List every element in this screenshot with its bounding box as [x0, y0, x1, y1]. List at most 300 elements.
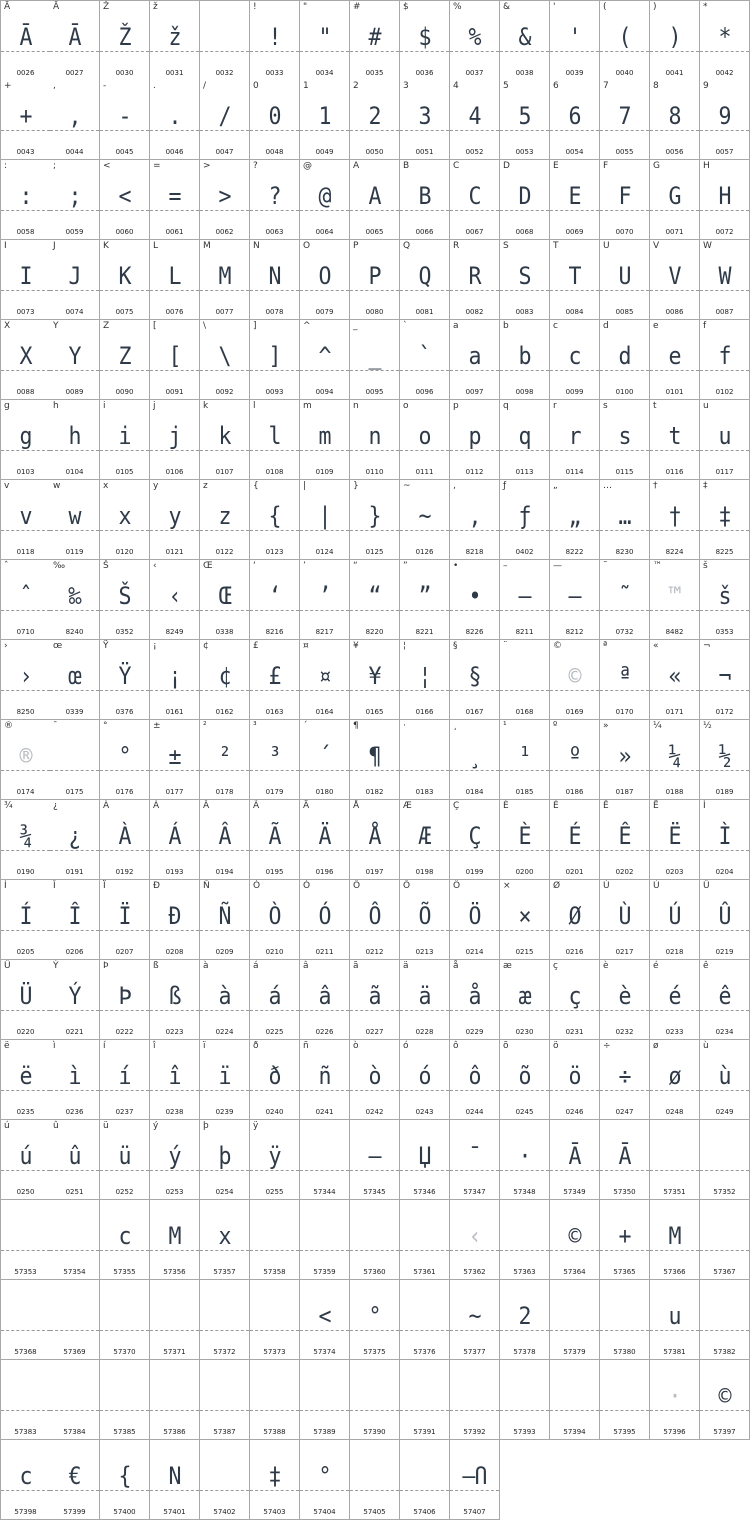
char-label: ¼ — [653, 721, 662, 731]
glyph-sample: : — [19, 182, 32, 210]
glyph-cell — [50, 960, 100, 1040]
char-label: ® — [4, 721, 13, 731]
glyph-sample: è — [618, 982, 631, 1010]
code-label: 0121 — [165, 548, 184, 556]
glyph-sample: ` — [418, 342, 431, 370]
glyph-sample — [252, 1296, 296, 1336]
glyph-cell — [700, 1200, 750, 1280]
glyph-cell — [100, 480, 150, 560]
glyph-sample: J — [68, 262, 81, 290]
code-label: 0117 — [715, 468, 734, 476]
glyph-sample: c — [118, 1222, 131, 1250]
glyph-sample: ‘ — [268, 582, 281, 610]
code-label: 0123 — [265, 548, 284, 556]
glyph-cell — [500, 1040, 550, 1120]
code-label: 57377 — [463, 1348, 486, 1356]
glyph-cell — [150, 1280, 200, 1360]
glyph-cell — [300, 1120, 350, 1200]
glyph-cell — [0, 1200, 51, 1280]
code-label: 0211 — [315, 948, 334, 956]
glyph-cell — [400, 1360, 450, 1440]
glyph-sample: ~ — [468, 1302, 481, 1330]
glyph-sample — [602, 1296, 646, 1336]
glyph-sample: ƒ — [518, 502, 531, 530]
glyph-sample: ç — [568, 982, 581, 1010]
char-label: N — [253, 241, 260, 251]
code-label: 0074 — [65, 308, 84, 316]
code-label: 0178 — [215, 788, 234, 796]
glyph-cell — [150, 1360, 200, 1440]
glyph-sample: © — [568, 662, 581, 690]
glyph-cell — [500, 1200, 550, 1280]
code-label: 0027 — [65, 69, 84, 77]
glyph-sample: x — [118, 502, 131, 530]
glyph-sample: $ — [418, 23, 431, 51]
char-label: ì — [53, 1041, 56, 1051]
glyph-sample: I — [19, 262, 32, 290]
glyph-sample: [ — [168, 342, 181, 370]
glyph-sample: C — [468, 182, 481, 210]
glyph-sample: Ú — [668, 902, 681, 930]
glyph-cell — [650, 560, 700, 640]
glyph-cell — [600, 800, 650, 880]
glyph-cell — [400, 960, 450, 1040]
code-label: 0353 — [715, 628, 734, 636]
glyph-cell — [250, 400, 300, 480]
glyph-sample: € — [68, 1462, 81, 1490]
char-label: 9 — [703, 81, 709, 91]
char-label: ä — [403, 961, 409, 971]
char-label: O — [303, 241, 311, 251]
glyph-sample: U — [618, 262, 631, 290]
char-label: & — [503, 2, 511, 12]
glyph-cell — [100, 640, 150, 720]
glyph-sample: ¾ — [19, 822, 32, 850]
code-label: 0082 — [465, 308, 484, 316]
glyph-cell — [350, 320, 400, 400]
code-label: 57396 — [663, 1428, 686, 1436]
char-label: Á — [153, 801, 160, 811]
glyph-cell — [300, 400, 350, 480]
code-label: 0190 — [16, 868, 35, 876]
char-label: × — [503, 881, 511, 891]
char-label: S — [503, 241, 509, 251]
code-label: 57399 — [63, 1508, 86, 1516]
char-label: 5 — [503, 81, 509, 91]
glyph-cell — [650, 480, 700, 560]
char-label: Œ — [203, 561, 213, 571]
glyph-sample: V — [668, 262, 681, 290]
code-label: 0035 — [365, 69, 384, 77]
glyph-cell — [500, 240, 550, 320]
glyph-cell — [150, 480, 200, 560]
glyph-sample: Ã — [268, 822, 281, 850]
code-label: 0040 — [615, 69, 634, 77]
char-label: X — [4, 321, 11, 331]
glyph-cell — [650, 1280, 700, 1360]
code-label: 0118 — [16, 548, 35, 556]
glyph-sample: & — [518, 23, 531, 51]
glyph-sample: ” — [418, 582, 431, 610]
glyph-sample: N — [268, 262, 281, 290]
code-label: 57371 — [163, 1348, 186, 1356]
glyph-sample: ž — [168, 23, 181, 51]
glyph-cell — [150, 800, 200, 880]
glyph-sample: £ — [268, 662, 281, 690]
glyph-sample: ½ — [718, 742, 731, 770]
glyph-cell — [550, 1040, 600, 1120]
glyph-sample: » — [618, 742, 631, 770]
char-label: o — [403, 401, 409, 411]
code-label: 0184 — [465, 788, 484, 796]
char-label: ß — [153, 961, 159, 971]
char-label: C — [453, 161, 460, 171]
glyph-sample: Ð — [168, 902, 181, 930]
glyph-sample — [252, 1216, 296, 1256]
glyph-cell — [550, 1360, 600, 1440]
char-label: H — [703, 161, 710, 171]
glyph-cell — [200, 1440, 250, 1520]
glyph-sample: O — [318, 262, 331, 290]
glyph-sample: – — [518, 582, 531, 610]
glyph-cell — [100, 1440, 150, 1520]
glyph-sample: s — [618, 422, 631, 450]
char-label: Æ — [403, 801, 412, 811]
glyph-sample — [552, 1296, 596, 1336]
char-label: p — [453, 401, 459, 411]
code-label: 0068 — [515, 228, 534, 236]
code-label: 0233 — [665, 1028, 684, 1036]
char-label: Ž — [103, 2, 110, 12]
char-label: Î — [53, 881, 56, 891]
code-label: 0219 — [715, 948, 734, 956]
code-label: 57368 — [14, 1348, 37, 1356]
code-label: 0090 — [115, 388, 134, 396]
glyph-sample: i — [118, 422, 131, 450]
code-label: 0213 — [415, 948, 434, 956]
glyph-cell — [500, 480, 550, 560]
glyph-cell — [50, 1360, 100, 1440]
code-label: 0240 — [265, 1108, 284, 1116]
char-label: Y — [53, 321, 59, 331]
char-label: v — [4, 481, 10, 491]
glyph-sample: † — [668, 502, 681, 530]
glyph-cell — [500, 1360, 550, 1440]
glyph-sample: Å — [368, 822, 381, 850]
code-label: 57397 — [713, 1428, 736, 1436]
glyph-sample: S — [518, 262, 531, 290]
glyph-sample: = — [168, 182, 181, 210]
code-label: 0063 — [265, 228, 284, 236]
glyph-cell — [0, 1280, 51, 1360]
glyph-cell — [0, 880, 51, 960]
glyph-cell — [300, 80, 350, 160]
char-label: s — [603, 401, 608, 411]
char-label: w — [53, 481, 61, 491]
glyph-sample: y — [168, 502, 181, 530]
char-label: t — [653, 401, 657, 411]
glyph-sample: g — [19, 422, 32, 450]
code-label: 0239 — [215, 1108, 234, 1116]
glyph-cell — [100, 0, 150, 81]
char-label: ª — [603, 641, 608, 651]
code-label: 0175 — [65, 788, 84, 796]
glyph-cell — [400, 880, 450, 960]
glyph-sample: o — [418, 422, 431, 450]
code-label: 57398 — [14, 1508, 37, 1516]
glyph-cell — [100, 1200, 150, 1280]
glyph-cell — [200, 880, 250, 960]
glyph-sample: @ — [318, 182, 331, 210]
glyph-cell — [300, 1360, 350, 1440]
code-label: 57390 — [363, 1428, 386, 1436]
char-label: ¸ — [453, 721, 458, 731]
char-label: Ä — [303, 801, 310, 811]
glyph-sample: Y — [68, 342, 81, 370]
char-label: ) — [653, 2, 657, 12]
char-label: ‰ — [53, 561, 66, 571]
glyph-sample — [352, 1376, 396, 1416]
char-label: ¶ — [353, 721, 359, 731]
code-label: 8221 — [415, 628, 434, 636]
code-label: 0710 — [16, 628, 35, 636]
glyph-cell — [600, 720, 650, 800]
code-label: 0202 — [615, 868, 634, 876]
code-label: 57400 — [113, 1508, 136, 1516]
glyph-cell — [150, 960, 200, 1040]
glyph-cell — [100, 1120, 150, 1200]
glyph-cell — [350, 1360, 400, 1440]
code-label: 0055 — [615, 148, 634, 156]
code-label: 0064 — [315, 228, 334, 236]
char-label: ³ — [253, 721, 257, 731]
code-label: 0180 — [315, 788, 334, 796]
char-label: ÿ — [253, 1121, 259, 1131]
glyph-sample: ° — [318, 1462, 331, 1490]
glyph-sample: Î — [68, 902, 81, 930]
glyph-cell — [550, 400, 600, 480]
glyph-sample: Â — [218, 822, 231, 850]
glyph-cell — [150, 720, 200, 800]
glyph-sample: K — [118, 262, 131, 290]
glyph-cell — [350, 80, 400, 160]
glyph-cell — [600, 1200, 650, 1280]
glyph-sample: • — [468, 582, 481, 610]
glyph-cell — [550, 720, 600, 800]
glyph-cell — [150, 1040, 200, 1120]
glyph-cell — [100, 160, 150, 240]
glyph-cell — [50, 320, 100, 400]
glyph-cell — [50, 480, 100, 560]
glyph-sample: ˜ — [618, 582, 631, 610]
char-label: M — [203, 241, 211, 251]
char-label: _ — [353, 321, 358, 331]
glyph-sample: –Ո — [462, 1462, 487, 1490]
code-label: 57369 — [63, 1348, 86, 1356]
glyph-sample: 3 — [418, 102, 431, 130]
glyph-cell — [0, 1440, 51, 1520]
char-label: ÷ — [603, 1041, 611, 1051]
char-label: ã — [353, 961, 359, 971]
code-label: 57407 — [463, 1508, 486, 1516]
code-label: 8249 — [165, 628, 184, 636]
glyph-sample: ° — [368, 1302, 381, 1330]
glyph-cell — [150, 0, 200, 81]
code-label: 0192 — [115, 868, 134, 876]
char-label: É — [553, 801, 559, 811]
glyph-cell — [700, 1360, 750, 1440]
glyph-cell — [500, 560, 550, 640]
glyph-sample — [3, 1376, 47, 1416]
char-label: ” — [403, 561, 408, 571]
char-label: Q — [403, 241, 411, 251]
glyph-sample: - — [118, 102, 131, 130]
glyph-sample: ‰ — [68, 582, 81, 610]
glyph-cell — [250, 480, 300, 560]
glyph-sample: . — [168, 102, 181, 130]
glyph-cell — [350, 480, 400, 560]
glyph-cell — [600, 880, 650, 960]
code-label: 8222 — [565, 548, 584, 556]
code-label: 0245 — [515, 1108, 534, 1116]
code-label: 0183 — [415, 788, 434, 796]
glyph-cell — [400, 720, 450, 800]
code-label: 8240 — [65, 628, 84, 636]
glyph-sample: T — [568, 262, 581, 290]
code-label: 57405 — [363, 1508, 386, 1516]
char-label: ¹ — [503, 721, 507, 731]
char-label: õ — [503, 1041, 509, 1051]
char-label: ø — [653, 1041, 659, 1051]
char-label: ( — [603, 2, 607, 12]
char-label: è — [603, 961, 609, 971]
glyph-cell — [300, 160, 350, 240]
char-label: í — [103, 1041, 106, 1051]
glyph-sample — [252, 1376, 296, 1416]
glyph-cell — [350, 1040, 400, 1120]
glyph-cell — [600, 320, 650, 400]
glyph-cell — [650, 960, 700, 1040]
glyph-sample: Ā — [19, 23, 32, 51]
code-label: 0402 — [515, 548, 534, 556]
glyph-cell — [650, 1040, 700, 1120]
glyph-sample: c — [19, 1462, 32, 1490]
glyph-cell — [100, 560, 150, 640]
glyph-cell — [550, 320, 600, 400]
glyph-sample — [602, 1376, 646, 1416]
code-label: 0168 — [515, 708, 534, 716]
code-label: 0163 — [265, 708, 284, 716]
code-label: 0119 — [65, 548, 84, 556]
glyph-sample: Ā — [68, 23, 81, 51]
glyph-cell — [150, 880, 200, 960]
glyph-cell — [50, 160, 100, 240]
glyph-cell — [350, 1440, 400, 1520]
char-label: 2 — [353, 81, 359, 91]
glyph-sample: š — [718, 582, 731, 610]
glyph-sample — [152, 1296, 196, 1336]
char-label: £ — [253, 641, 259, 651]
glyph-cell — [700, 640, 750, 720]
char-label: I — [4, 241, 7, 251]
glyph-sample: a — [468, 342, 481, 370]
glyph-sample — [102, 1376, 146, 1416]
glyph-cell — [0, 720, 51, 800]
code-label: 0046 — [165, 148, 184, 156]
glyph-sample: þ — [218, 1142, 231, 1170]
glyph-sample: ® — [19, 742, 32, 770]
char-label: z — [203, 481, 208, 491]
char-label: © — [553, 641, 562, 651]
code-label: 0101 — [665, 388, 684, 396]
glyph-sample: — — [568, 582, 581, 610]
char-label: ¤ — [303, 641, 309, 651]
glyph-sample: Z — [118, 342, 131, 370]
glyph-cell — [700, 1120, 750, 1200]
glyph-sample: M — [218, 262, 231, 290]
code-label: 0125 — [365, 548, 384, 556]
glyph-sample: d — [618, 342, 631, 370]
glyph-cell — [350, 1200, 400, 1280]
code-label: 8250 — [16, 708, 35, 716]
code-label: 0112 — [465, 468, 484, 476]
char-label: Þ — [103, 961, 109, 971]
glyph-cell — [550, 960, 600, 1040]
char-label: á — [253, 961, 259, 971]
char-label: ^ — [303, 321, 311, 331]
char-label: a — [453, 321, 459, 331]
char-label: q — [503, 401, 509, 411]
char-label: ý — [153, 1121, 159, 1131]
code-label: 0162 — [215, 708, 234, 716]
glyph-cell — [400, 560, 450, 640]
glyph-cell — [0, 400, 51, 480]
code-label: 57358 — [263, 1268, 286, 1276]
char-label: \ — [203, 321, 207, 331]
code-label: 0215 — [515, 948, 534, 956]
glyph-cell — [350, 1120, 400, 1200]
glyph-sample — [702, 1136, 746, 1176]
code-label: 0189 — [715, 788, 734, 796]
code-label: 0255 — [265, 1188, 284, 1196]
glyph-cell — [650, 640, 700, 720]
glyph-cell — [400, 1440, 450, 1520]
char-label: : — [4, 161, 8, 171]
code-label: 0045 — [115, 148, 134, 156]
char-label: Í — [4, 881, 7, 891]
glyph-cell — [50, 640, 100, 720]
char-label: ´ — [303, 721, 308, 731]
char-label: Ā — [53, 2, 60, 12]
glyph-cell — [450, 880, 500, 960]
char-label: š — [703, 561, 708, 571]
code-label: 0225 — [265, 1028, 284, 1036]
code-label: 0043 — [16, 148, 35, 156]
glyph-cell — [200, 720, 250, 800]
glyph-sample: ¤ — [318, 662, 331, 690]
glyph-sample: ã — [368, 982, 381, 1010]
glyph-cell — [0, 160, 51, 240]
char-label: Š — [103, 561, 109, 571]
glyph-sample: % — [468, 23, 481, 51]
glyph-sample: > — [218, 182, 231, 210]
code-label: 0203 — [665, 868, 684, 876]
glyph-sample: M — [668, 1222, 681, 1250]
code-label: 0254 — [215, 1188, 234, 1196]
glyph-cell — [600, 640, 650, 720]
char-label: ž — [153, 2, 158, 12]
glyph-cell — [50, 240, 100, 320]
